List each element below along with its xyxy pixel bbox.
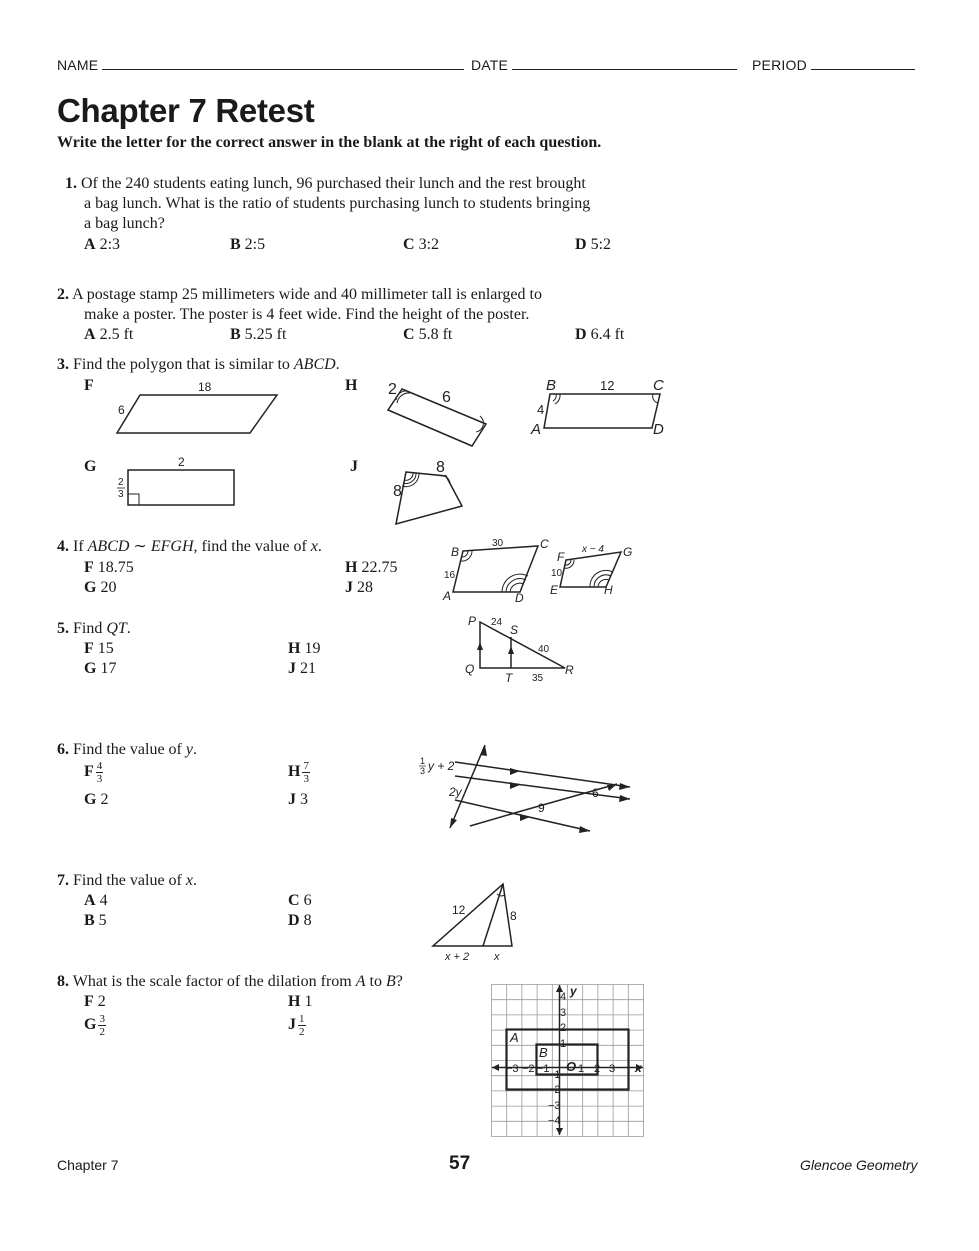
parallel-arrow xyxy=(508,646,514,654)
parallel-arrow xyxy=(477,642,483,650)
arrowhead xyxy=(450,818,457,828)
option-j[interactable]: J 3 xyxy=(288,791,308,808)
parallel-mark xyxy=(510,768,520,775)
y-tick-label: 1 xyxy=(560,1038,567,1050)
x-tick-label: −1 xyxy=(537,1063,550,1075)
vertex-label: T xyxy=(505,671,513,685)
instructions: Write the letter for the correct answer in the blank at the right of each question. xyxy=(57,134,602,151)
option-d[interactable]: D 5:2 xyxy=(575,236,612,253)
question-7: 7. Find the value of x. xyxy=(57,872,197,889)
side-label: 6 xyxy=(118,403,125,417)
period-field[interactable] xyxy=(752,57,915,73)
y-tick-label: −1 xyxy=(548,1069,561,1081)
name-field[interactable] xyxy=(57,57,464,73)
option-h[interactable]: H 19 xyxy=(288,640,321,657)
footer-publisher: Glencoe Geometry xyxy=(800,1157,918,1173)
option-h[interactable]: H 1 xyxy=(288,993,313,1010)
option-f[interactable]: F 2 xyxy=(84,993,106,1010)
option-f[interactable]: F 15 xyxy=(84,640,114,657)
option-j[interactable]: J 28 xyxy=(345,579,373,596)
vertex-label: R xyxy=(565,663,574,677)
footer-chapter: Chapter 7 xyxy=(57,1157,119,1173)
figure-triangle-pqr xyxy=(460,610,585,686)
transversal xyxy=(470,810,525,826)
question-text: Of the 240 students eating lunch, 96 purchased their lunch and the rest brought xyxy=(81,175,586,192)
question-6: 6. Find the value of y. xyxy=(57,741,197,758)
question-number: 7. xyxy=(57,872,69,889)
side-label-denominator: 3 xyxy=(118,489,124,500)
option-f[interactable]: F xyxy=(84,377,94,394)
side-label: 24 xyxy=(491,617,503,628)
question-8: 8. What is the scale factor of the dilation from A to B? xyxy=(57,973,403,990)
option-b[interactable]: B 2:5 xyxy=(230,236,266,253)
x-tick-label: 1 xyxy=(578,1063,585,1075)
y-axis-label: y xyxy=(570,984,577,998)
side-label: 35 xyxy=(532,673,544,684)
origin-label: O xyxy=(566,1059,577,1074)
question-text: A postage stamp 25 millimeters wide and 40 millimeter tall is enlarged to xyxy=(72,286,542,303)
option-g[interactable]: G 20 xyxy=(84,579,117,596)
side-label: 40 xyxy=(538,644,550,655)
segment-label: 6 xyxy=(592,786,599,800)
x-tick-label: 3 xyxy=(609,1063,616,1075)
vertex-label: A xyxy=(531,421,542,438)
option-b[interactable]: B 5.25 ft xyxy=(230,326,287,343)
expression-label: y + 2 xyxy=(428,759,455,773)
x-tick-label: −2 xyxy=(522,1063,535,1075)
y-tick-label: −4 xyxy=(548,1115,561,1127)
question-2 xyxy=(57,285,542,305)
side-label: 30 xyxy=(492,538,504,549)
side-label: 8 xyxy=(436,459,445,476)
quadrilateral-shape xyxy=(396,472,462,524)
side-label: 8 xyxy=(393,483,402,500)
angle-mark xyxy=(653,394,658,403)
question-number: 1. xyxy=(65,175,77,192)
y-tick-label: 3 xyxy=(560,1007,567,1019)
rectangle-shape xyxy=(388,389,486,446)
side-label: 2 xyxy=(178,455,185,469)
option-f[interactable]: F 18.75 xyxy=(84,559,134,576)
figure-g-rectangle xyxy=(112,452,242,512)
figure-angle-bisector xyxy=(428,878,528,964)
expr-fraction-numerator: 1 xyxy=(420,756,426,766)
question-5: 5. Find QT. xyxy=(57,620,131,637)
y-tick-label: 2 xyxy=(560,1022,567,1034)
side-label: 18 xyxy=(198,380,212,394)
question-number: 2. xyxy=(57,286,69,303)
page-title: Chapter 7 Retest xyxy=(57,92,315,129)
option-c[interactable]: C 3:2 xyxy=(403,236,440,253)
question-1-line-2: a bag lunch. What is the ratio of students purchasing lunch to students bringing xyxy=(84,195,591,212)
x-tick-label: −3 xyxy=(506,1063,519,1075)
vertex-label: G xyxy=(623,545,633,559)
option-j[interactable]: J xyxy=(350,458,358,475)
vertex-label: B xyxy=(451,545,460,559)
option-h[interactable]: H $\frac{7}{3}$ xyxy=(288,760,309,785)
figure-f-parallelogram xyxy=(110,378,285,440)
option-c[interactable]: C 6 xyxy=(288,892,312,909)
vertex-label: S xyxy=(510,623,519,637)
quadrilateral-shape xyxy=(544,394,660,428)
option-h[interactable]: H xyxy=(345,377,358,394)
side-label: 16 xyxy=(444,570,456,581)
option-g[interactable]: G $\frac{3}{2}$ xyxy=(84,1013,105,1038)
option-g[interactable]: G xyxy=(84,458,97,475)
side-label: x xyxy=(494,951,500,963)
side-label: x + 2 xyxy=(445,951,470,963)
question-number: 4. xyxy=(57,538,69,555)
option-g[interactable]: G 2 xyxy=(84,791,109,808)
parallel-line xyxy=(455,762,630,787)
side-label: 12 xyxy=(452,903,466,917)
option-c[interactable]: C 5.8 ft xyxy=(403,326,453,343)
y-tick-label: −2 xyxy=(548,1084,561,1096)
triangle-shape xyxy=(480,622,565,668)
figure-abcd-efgh xyxy=(438,534,638,606)
x-tick-label: 2 xyxy=(594,1063,601,1075)
expr-fraction-denominator: 3 xyxy=(420,766,426,776)
parallelogram-shape xyxy=(117,395,277,433)
parallel-mark xyxy=(520,814,530,821)
figure-abcd xyxy=(528,376,673,438)
vertex-label: C xyxy=(540,537,549,551)
option-a[interactable]: A 2.5 ft xyxy=(84,326,134,343)
option-a[interactable]: A 4 xyxy=(84,892,108,909)
question-number: 5. xyxy=(57,620,69,637)
vertex-label: C xyxy=(653,377,664,394)
y-tick-label: −3 xyxy=(548,1100,561,1112)
period-label: PERIOD xyxy=(752,57,807,73)
angle-mark xyxy=(553,394,556,401)
side-label: 2 xyxy=(388,381,397,398)
option-d[interactable]: D 8 xyxy=(288,912,312,929)
option-b[interactable]: B 5 xyxy=(84,912,107,929)
date-label: DATE xyxy=(471,57,509,73)
name-label: NAME xyxy=(57,57,99,73)
side-label: 12 xyxy=(600,378,615,393)
y-tick-label: 4 xyxy=(560,991,567,1003)
vertex-label: B xyxy=(546,377,557,394)
option-h[interactable]: H 22.75 xyxy=(345,559,398,576)
arrowhead xyxy=(579,826,590,833)
figure-j-quadrilateral xyxy=(386,456,471,530)
vertex-label: E xyxy=(550,583,559,597)
x-axis-arrow xyxy=(492,1064,499,1071)
vertex-label: Q xyxy=(465,662,475,676)
side-label: x − 4 xyxy=(582,544,604,555)
figure-parallel-lines xyxy=(415,740,640,835)
parallel-mark xyxy=(510,782,520,789)
question-1 xyxy=(65,174,586,194)
question-2-line-2: make a poster. The poster is 4 feet wide. Find the height of the poster. xyxy=(84,306,530,323)
right-angle-mark xyxy=(128,494,139,505)
figure-coordinate-grid xyxy=(490,983,645,1137)
arrowhead xyxy=(619,795,630,802)
vertex-label: P xyxy=(468,614,477,628)
arrowhead xyxy=(619,783,630,790)
tick-labels xyxy=(506,991,615,1127)
date-field[interactable] xyxy=(471,57,737,73)
side-label: 6 xyxy=(442,389,451,406)
option-j[interactable]: J 21 xyxy=(288,660,316,677)
question-number: 6. xyxy=(57,741,69,758)
question-4: 4. If ABCD ∼ EFGH, find the value of x. xyxy=(57,538,322,555)
question-number: 8. xyxy=(57,973,69,990)
expression-label: 2y xyxy=(449,785,462,799)
figure-h-rectangle xyxy=(382,376,492,448)
y-axis-arrow xyxy=(556,1128,563,1135)
question-1-line-3: a bag lunch? xyxy=(84,215,165,232)
option-a[interactable]: A 2:3 xyxy=(84,236,121,253)
vertex-label: H xyxy=(604,583,613,597)
rectangle-shape xyxy=(128,470,234,505)
side-label-numerator: 2 xyxy=(118,477,124,488)
option-g[interactable]: G 17 xyxy=(84,660,117,677)
period-line[interactable] xyxy=(811,57,915,70)
option-j[interactable]: J $\frac{1}{2}$ xyxy=(288,1013,305,1038)
rectangle-b-label: B xyxy=(539,1045,548,1060)
rectangle-a-label: A xyxy=(510,1030,519,1045)
x-axis-label: x xyxy=(635,1061,642,1075)
option-f[interactable]: F $\frac{4}{3}$ xyxy=(84,760,103,785)
question-3: 3. Find the polygon that is similar to ABCD. xyxy=(57,356,340,373)
vertex-label: A xyxy=(443,589,452,603)
side-label: 8 xyxy=(510,909,517,923)
vertex-label: F xyxy=(557,550,565,564)
option-d[interactable]: D 6.4 ft xyxy=(575,326,625,343)
date-line[interactable] xyxy=(512,57,737,70)
question-number: 3. xyxy=(57,356,69,373)
segment-label: 9 xyxy=(538,801,545,815)
quadrilateral-abcd xyxy=(453,546,538,592)
vertex-label: D xyxy=(515,591,524,605)
page-number: 57 xyxy=(449,1153,471,1174)
side-label: 10 xyxy=(551,568,563,579)
name-line[interactable] xyxy=(102,57,464,70)
vertex-label: D xyxy=(653,421,664,438)
angle-mark xyxy=(441,476,450,484)
side-label: 4 xyxy=(537,402,545,417)
